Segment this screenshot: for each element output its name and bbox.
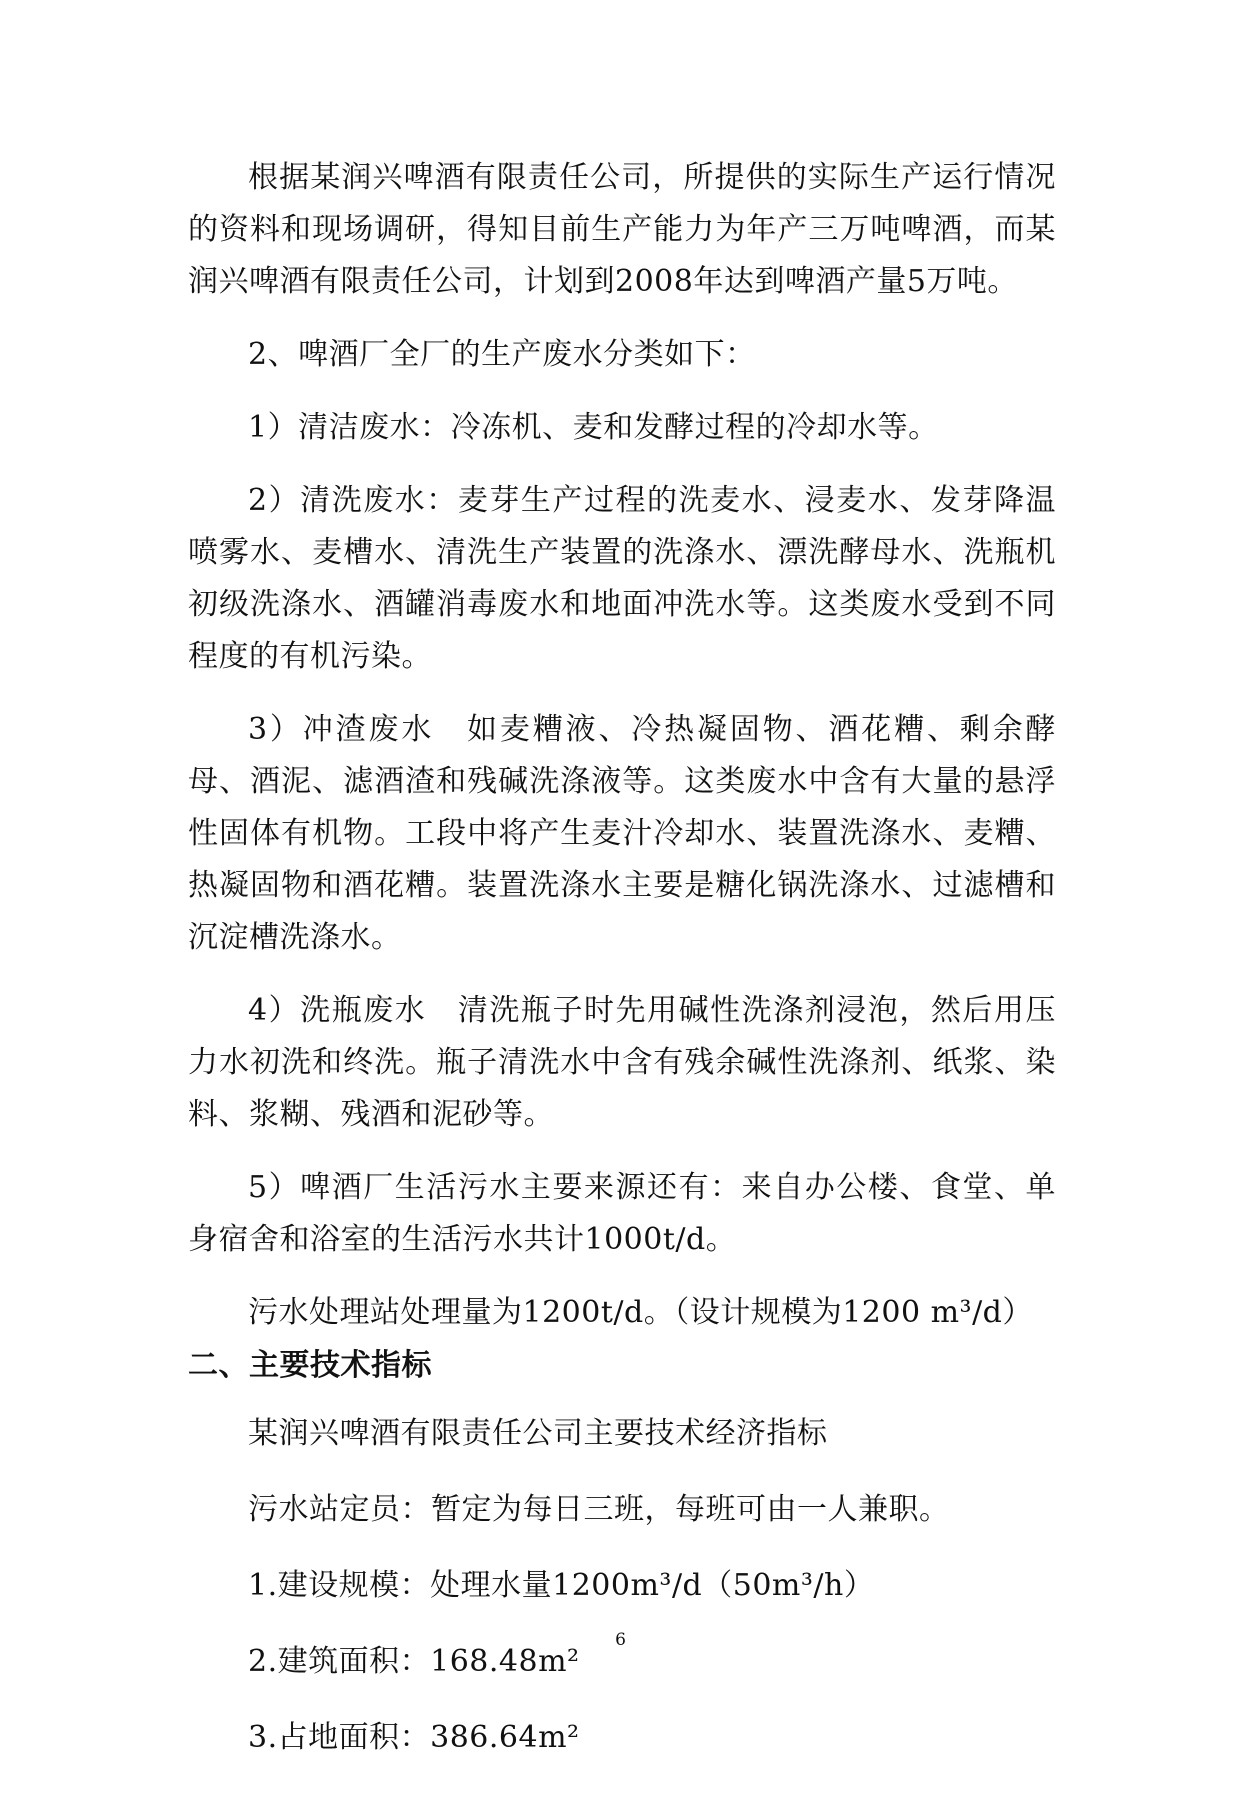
residue-wastewater-item: 3）冲渣废水 如麦糟液、冷热凝固物、酒花糟、剩余酵母、酒泥、滤酒渣和残碱洗涤液等。这类废水中含有大量的悬浮性固体有机物。工段中将产生麦汁冷却水、装置洗涤水、麦糟、热凝固物和酒花糟。装置洗涤水主要是糖化锅洗涤水、过滤槽和沉淀槽洗涤水。 xyxy=(188,712,1056,955)
land-area-item: 3.占地面积：386.64m² xyxy=(248,1720,580,1755)
treatment-capacity-paragraph: 污水处理站处理量为1200t/d。（设计规模为1200 m³/d） xyxy=(248,1295,1033,1330)
building-area-item: 2.建筑面积：168.48m² xyxy=(248,1644,580,1679)
staffing-paragraph: 污水站定员：暂定为每日三班，每班可由一人兼职。 xyxy=(248,1492,950,1527)
page-number: 6 xyxy=(615,1630,626,1650)
section-heading-technical-indicators: 二、主要技术指标 xyxy=(188,1348,432,1383)
bottle-wastewater-item: 4）洗瓶废水 清洗瓶子时先用碱性洗涤剂浸泡，然后用压力水初洗和终洗。瓶子清洗水中含有残余碱性洗涤剂、纸浆、染料、浆糊、残酒和泥砂等。 xyxy=(188,993,1056,1132)
page-content xyxy=(188,152,1056,1794)
clean-wastewater-item: 1）清洁废水：冷冻机、麦和发酵过程的冷却水等。 xyxy=(248,410,939,445)
washing-wastewater-item: 2）清洗废水：麦芽生产过程的洗麦水、浸麦水、发芽降温喷雾水、麦槽水、清洗生产装置的洗涤水、漂洗酵母水、洗瓶机初级洗涤水、酒罐消毒废水和地面冲洗水等。这类废水受到不同程度的有机污染。 xyxy=(188,483,1056,674)
domestic-sewage-item: 5）啤酒厂生活污水主要来源还有：来自办公楼、食堂、单身宿舍和浴室的生活污水共计1000t/d。 xyxy=(188,1170,1056,1257)
intro-paragraph: 根据某润兴啤酒有限责任公司，所提供的实际生产运行情况的资料和现场调研，得知目前生产能力为年产三万吨啤酒，而某润兴啤酒有限责任公司，计划到2008年达到啤酒产量5万吨。 xyxy=(188,160,1056,299)
technical-indicators-subtitle: 某润兴啤酒有限责任公司主要技术经济指标 xyxy=(248,1416,828,1451)
construction-scale-item: 1.建设规模：处理水量1200m³/d（50m³/h） xyxy=(248,1568,875,1603)
wastewater-classification-heading: 2、啤酒厂全厂的生产废水分类如下： xyxy=(248,337,756,372)
